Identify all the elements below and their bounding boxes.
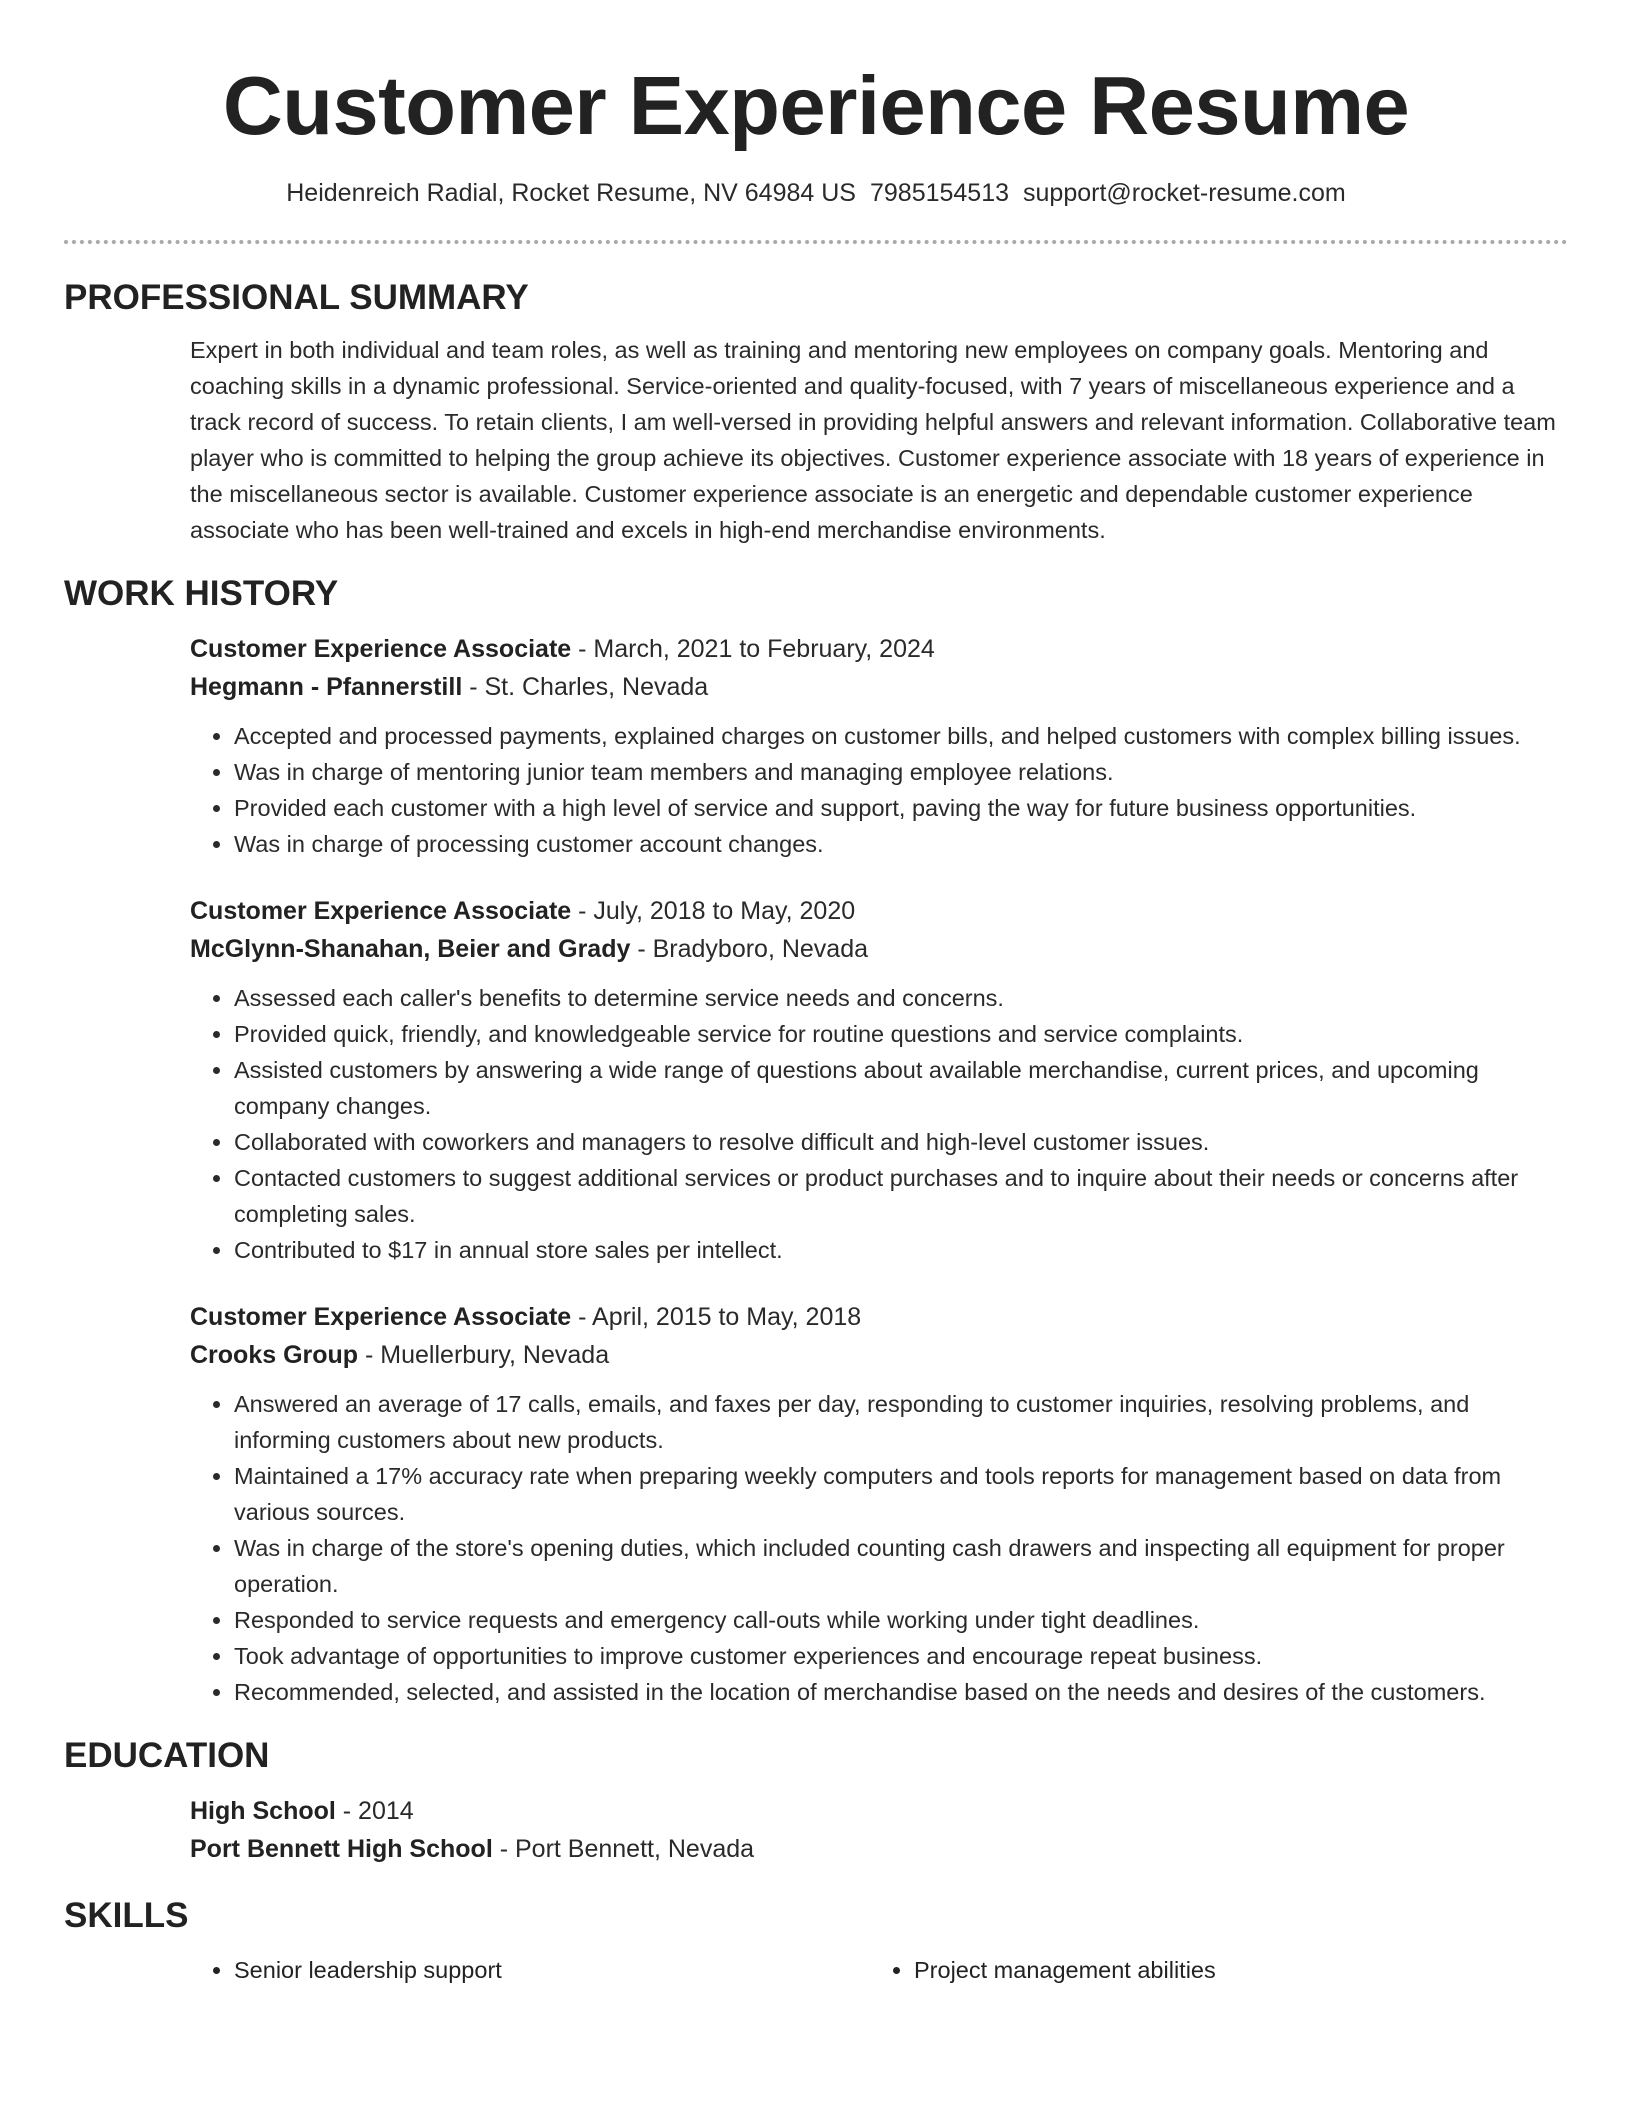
- education-school: Port Bennett High School: [190, 1835, 493, 1863]
- job-company: McGlynn-Shanahan, Beier and Grady: [190, 935, 631, 963]
- job-company-line: [190, 1336, 1570, 1374]
- job-title-line: [190, 1298, 1570, 1336]
- job-dates: - March, 2021 to February, 2024: [571, 635, 935, 663]
- education-heading: EDUCATION: [64, 1736, 270, 1775]
- education-degree-line: [190, 1792, 1570, 1830]
- education-year: - 2014: [335, 1797, 414, 1825]
- job-bullet: • Answered an average of 17 calls, emails, and faxes per day, responding to customer inquiries, resolving problems, and informing customers about new products.: [234, 1386, 1570, 1458]
- job-bullet: • Contributed to $17 in annual store sales per intellect.: [234, 1232, 1570, 1268]
- skills-heading: SKILLS: [64, 1896, 189, 1935]
- contact-email: support@rocket-resume.com: [1023, 179, 1346, 207]
- resume-title: Customer Experience Resume: [222, 59, 1410, 152]
- job-location: - St. Charles, Nevada: [462, 673, 709, 701]
- summary-section: [64, 276, 1568, 548]
- job-bullet: • Provided quick, friendly, and knowledgeable service for routine questions and service complaints.: [234, 1016, 1570, 1052]
- job-title: Customer Experience Associate: [190, 635, 572, 663]
- contact-address: Heidenreich Radial, Rocket Resume, NV 64984 US: [286, 179, 856, 207]
- education-section: [64, 1734, 1568, 1868]
- education-school-line: [190, 1830, 1570, 1868]
- job-bullets: [190, 718, 1570, 862]
- job-bullet: • Assisted customers by answering a wide range of questions about available merchandise, current prices, and upcoming company changes.: [234, 1052, 1570, 1124]
- job-bullet: • Was in charge of mentoring junior team members and managing employee relations.: [234, 754, 1570, 790]
- summary-heading: PROFESSIONAL SUMMARY: [64, 278, 529, 317]
- job-bullet: • Collaborated with coworkers and managers to resolve difficult and high-level customer issues.: [234, 1124, 1570, 1160]
- resume-page: [64, 0, 1568, 1988]
- education-location: - Port Bennett, Nevada: [492, 1835, 755, 1863]
- skills-section: [64, 1894, 1568, 1988]
- job-entry: [190, 630, 1570, 862]
- job-company: Crooks Group: [190, 1341, 359, 1369]
- job-bullets: [190, 980, 1570, 1268]
- job-bullet: • Provided each customer with a high level of service and support, paving the way for future business opportunities.: [234, 790, 1570, 826]
- job-dates: - July, 2018 to May, 2020: [571, 897, 856, 925]
- header-divider: [64, 240, 1568, 244]
- job-bullet: • Assessed each caller's benefits to determine service needs and concerns.: [234, 980, 1570, 1016]
- job-bullet: • Was in charge of the store's opening duties, which included counting cash drawers and inspecting all equipment for proper operation.: [234, 1530, 1570, 1602]
- job-dates: - April, 2015 to May, 2018: [571, 1303, 862, 1331]
- skills-list: [190, 1952, 1570, 1988]
- job-location: - Bradyboro, Nevada: [630, 935, 869, 963]
- contact-line: [64, 176, 1568, 210]
- work-history-section: [64, 572, 1568, 1710]
- job-bullets: [190, 1386, 1570, 1710]
- job-company: Hegmann - Pfannerstill: [190, 673, 463, 701]
- skills-column-right: [870, 1952, 1550, 1988]
- job-title-line: [190, 630, 1570, 668]
- job-company-line: [190, 930, 1570, 968]
- job-entry: [190, 892, 1570, 1268]
- job-company-line: [190, 668, 1570, 706]
- work-history-heading: WORK HISTORY: [64, 574, 339, 613]
- job-title: Customer Experience Associate: [190, 897, 572, 925]
- education-degree: High School: [190, 1797, 336, 1825]
- job-location: - Muellerbury, Nevada: [358, 1341, 610, 1369]
- job-bullet: • Recommended, selected, and assisted in the location of merchandise based on the needs and desires of the customers.: [234, 1674, 1570, 1710]
- job-bullet: • Took advantage of opportunities to improve customer experiences and encourage repeat business.: [234, 1638, 1570, 1674]
- education-entry: [190, 1792, 1570, 1868]
- skill-item: • Senior leadership support: [234, 1952, 870, 1988]
- job-bullet: • Maintained a 17% accuracy rate when preparing weekly computers and tools reports for management based on data from various sources.: [234, 1458, 1570, 1530]
- skill-item: • Project management abilities: [914, 1952, 1550, 1988]
- summary-text: Expert in both individual and team roles, as well as training and mentoring new employees on company goals. Mentoring and coaching skills in a dynamic professional. Service-oriented and quality-focused, with 7 years of miscellaneous experience and a track record of success. To retain clients, I am well-versed in providing helpful answers and relevant information. Collaborative team player who is committed to helping the group achieve its objectives. Customer experience associate with 18 years of experience in the miscellaneous sector is available. Customer experience associate is an energetic and dependable customer experience associate who has been well-trained and excels in high-end merchandise environments.: [190, 337, 1556, 543]
- job-entry: [190, 1298, 1570, 1710]
- job-bullet: • Contacted customers to suggest additional services or product purchases and to inquire about their needs or concerns after completing sales.: [234, 1160, 1570, 1232]
- job-title: Customer Experience Associate: [190, 1303, 572, 1331]
- skills-column-left: [190, 1952, 870, 1988]
- contact-phone: 7985154513: [869, 179, 1010, 207]
- job-bullet: • Responded to service requests and emergency call-outs while working under tight deadlines.: [234, 1602, 1570, 1638]
- job-bullet: • Was in charge of processing customer account changes.: [234, 826, 1570, 862]
- job-title-line: [190, 892, 1570, 930]
- job-bullet: • Accepted and processed payments, explained charges on customer bills, and helped customers with complex billing issues.: [234, 718, 1570, 754]
